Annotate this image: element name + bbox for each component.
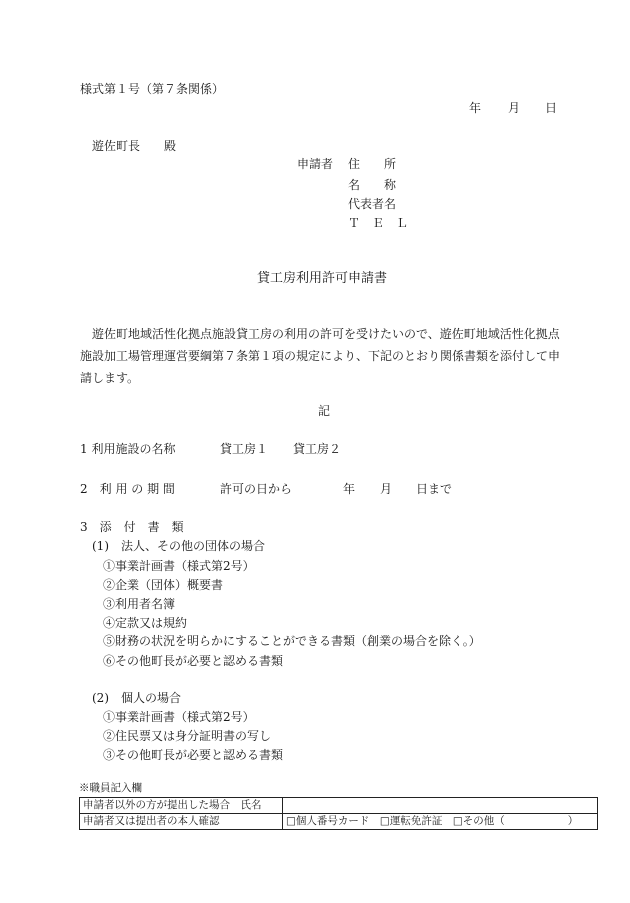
date-year-label: 年 bbox=[469, 101, 482, 115]
section1-option-2: 貸工房２ bbox=[293, 442, 342, 456]
document-title: 貸工房利用許可申請書 bbox=[257, 271, 388, 286]
body-line: 施設加工場管理運営要綱第７条第１項の規定により、下記のとおり関係書類を添付して申 bbox=[80, 349, 561, 363]
section2-year: 年 bbox=[343, 482, 356, 496]
applicant-representative-label: 代表者名 bbox=[348, 197, 397, 211]
staff-row1-value[interactable] bbox=[283, 798, 598, 814]
section2-until: 日まで bbox=[416, 482, 453, 496]
section3-corp-heading: (1) 法人、その他の団体の場合 bbox=[92, 539, 265, 553]
section3-corp-item: ④定款又は規約 bbox=[103, 616, 188, 630]
applicant-label: 申請者 bbox=[297, 157, 334, 171]
table-row bbox=[80, 814, 598, 830]
section1-option-1: 貸工房１ bbox=[220, 442, 269, 456]
section3-indiv-heading: (2) 個人の場合 bbox=[92, 691, 181, 705]
section2-month: 月 bbox=[380, 482, 393, 496]
section2-from: 許可の日から bbox=[220, 482, 293, 496]
section3-indiv-item: ③その他町長が必要と認める書類 bbox=[103, 748, 284, 762]
date-day-label: 日 bbox=[545, 101, 558, 115]
section3-corp-item: ②企業（団体）概要書 bbox=[103, 578, 224, 592]
body-line: 遊佐町地域活性化拠点施設貸工房の利用の許可を受けたいので、遊佐町地域活性化拠点 bbox=[92, 327, 560, 341]
section3-indiv-item: ②住民票又は身分証明書の写し bbox=[103, 729, 272, 743]
section3-indiv-item: ①事業計画書（様式第2号） bbox=[103, 710, 255, 724]
body-line: 請します。 bbox=[80, 371, 140, 385]
applicant-tel-label: Ｔ Ｅ Ｌ bbox=[348, 216, 409, 230]
form-number: 様式第１号（第７条関係） bbox=[80, 82, 225, 96]
staff-table bbox=[79, 797, 598, 830]
staff-note: ※職員記入欄 bbox=[79, 782, 142, 794]
body-paragraph bbox=[80, 323, 580, 389]
applicant-name-label: 名 称 bbox=[348, 178, 397, 192]
section1-label: 1 利用施設の名称 bbox=[80, 442, 176, 456]
section3-label: 3 添 付 書 類 bbox=[80, 520, 184, 534]
staff-row2-label: 申請者又は提出者の本人確認 bbox=[80, 814, 283, 830]
table-row bbox=[80, 798, 598, 814]
section3-corp-item: ⑤財務の状況を明らかにすることができる書類（創業の場合を除く。） bbox=[103, 634, 481, 648]
applicant-address-label: 住 所 bbox=[348, 157, 397, 171]
date-month-label: 月 bbox=[508, 101, 521, 115]
staff-row1-label: 申請者以外の方が提出した場合 氏名 bbox=[80, 798, 283, 814]
addressee: 遊佐町長 殿 bbox=[92, 139, 177, 153]
staff-row2-value[interactable]: □個人番号カード □運転免許証 □その他（ ） bbox=[283, 814, 598, 830]
section3-corp-item: ①事業計画書（様式第2号） bbox=[103, 559, 255, 573]
ki-label: 記 bbox=[318, 404, 331, 418]
section2-label: 2 利 用 の 期 間 bbox=[80, 482, 175, 496]
section3-corp-item: ③利用者名簿 bbox=[103, 597, 176, 611]
section3-corp-item: ⑥その他町長が必要と認める書類 bbox=[103, 654, 284, 668]
